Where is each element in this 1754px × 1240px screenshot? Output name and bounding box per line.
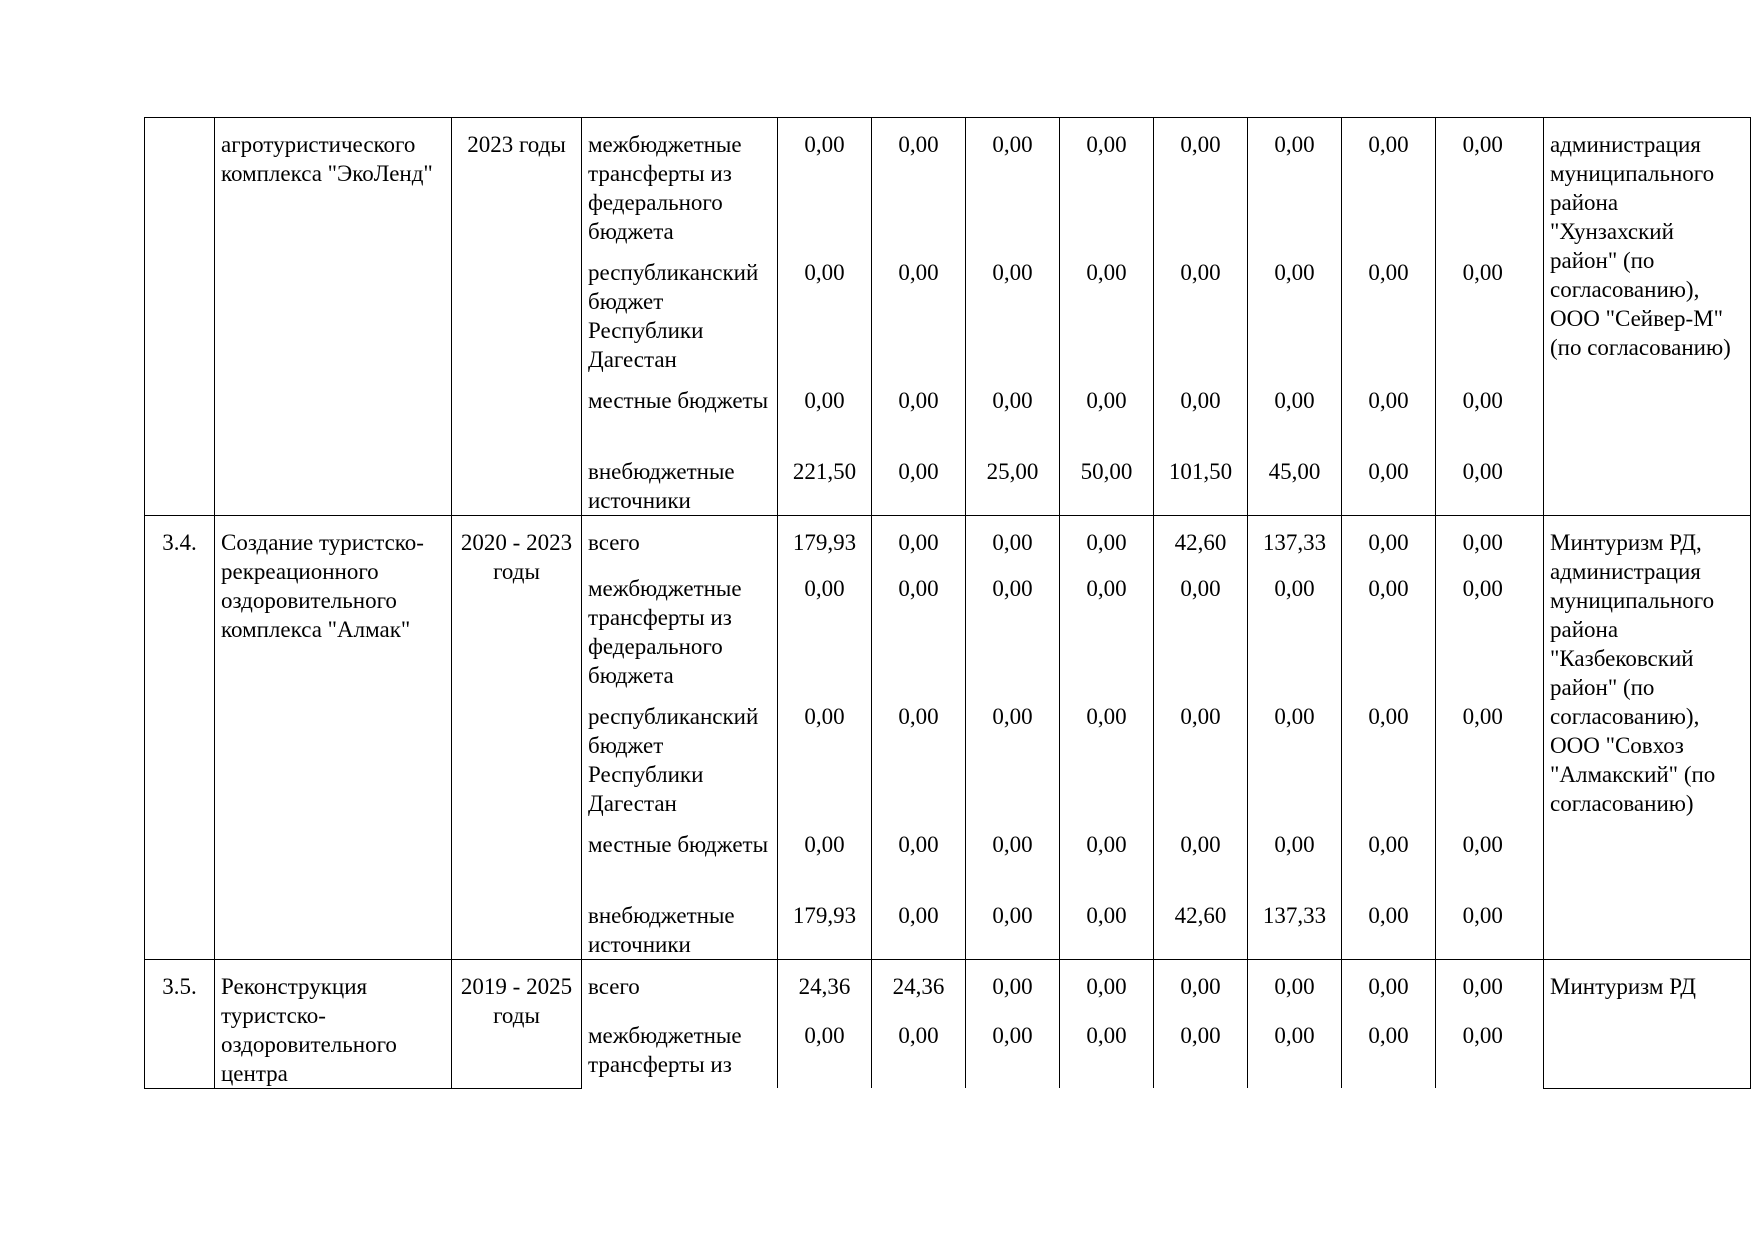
funding-value bbox=[1060, 889, 1154, 960]
funding-value bbox=[778, 516, 872, 562]
funding-value-text: 0,00 bbox=[1368, 973, 1409, 999]
budget-table bbox=[144, 117, 1751, 1089]
funding-value-text: 0,00 bbox=[1086, 260, 1127, 285]
funding-value-text: 25,00 bbox=[986, 459, 1039, 484]
funding-value-text: 0,00 bbox=[898, 388, 939, 413]
funding-value bbox=[1436, 118, 1530, 247]
funding-value-text: 0,00 bbox=[1462, 1022, 1503, 1048]
column-gap bbox=[1530, 889, 1544, 960]
funding-value-text: 0,00 bbox=[1180, 831, 1221, 857]
funding-value-text: 0,00 bbox=[1274, 973, 1315, 999]
implementation-term bbox=[452, 118, 582, 516]
funding-value-text: 0,00 bbox=[1368, 388, 1409, 413]
funding-value bbox=[1154, 1009, 1248, 1088]
funding-value bbox=[1060, 690, 1154, 818]
funding-value-text: 0,00 bbox=[898, 902, 939, 928]
funding-value bbox=[872, 562, 966, 690]
funding-value-text: 0,00 bbox=[1368, 902, 1409, 928]
funding-value-text: 0,00 bbox=[1086, 1022, 1127, 1048]
funding-value-text: 0,00 bbox=[1368, 575, 1409, 601]
funding-value-text: 0,00 bbox=[1274, 132, 1315, 157]
funding-value bbox=[1154, 818, 1248, 889]
funding-value-text: 0,00 bbox=[1086, 132, 1127, 157]
funding-value-text: 0,00 bbox=[898, 831, 939, 857]
funding-value bbox=[1342, 562, 1436, 690]
column-gap bbox=[1530, 690, 1544, 818]
funding-value-text: 42,60 bbox=[1174, 902, 1227, 928]
funding-value-text: 0,00 bbox=[898, 459, 939, 484]
funding-value-text: 24,36 bbox=[892, 973, 945, 999]
funding-value bbox=[1248, 690, 1342, 818]
funding-value-text: 0,00 bbox=[1462, 530, 1503, 555]
column-gap bbox=[1530, 516, 1544, 562]
funding-value bbox=[1154, 445, 1248, 516]
funding-value-text: 0,00 bbox=[992, 388, 1033, 413]
funding-value bbox=[966, 562, 1060, 690]
funding-value-text: 101,50 bbox=[1168, 459, 1233, 484]
funding-value-text: 0,00 bbox=[1086, 703, 1127, 729]
funding-value-text: 0,00 bbox=[992, 530, 1033, 555]
responsible-executor bbox=[1544, 959, 1751, 1088]
funding-value-text: 0,00 bbox=[1274, 703, 1315, 729]
funding-value bbox=[1436, 1009, 1530, 1088]
row-number-text: 3.4. bbox=[162, 530, 197, 555]
funding-value-text: 0,00 bbox=[1368, 703, 1409, 729]
funding-value bbox=[1342, 374, 1436, 445]
funding-source: республиканский бюджет Республики Дагестан bbox=[582, 690, 778, 818]
funding-value bbox=[1060, 959, 1154, 1009]
funding-value-text: 0,00 bbox=[1368, 459, 1409, 484]
funding-value-text: 0,00 bbox=[1462, 388, 1503, 413]
funding-value-text: 0,00 bbox=[898, 1022, 939, 1048]
row-number bbox=[145, 118, 215, 516]
funding-value-text: 0,00 bbox=[898, 575, 939, 601]
column-gap bbox=[1530, 118, 1544, 247]
funding-value bbox=[1248, 374, 1342, 445]
funding-value-text: 42,60 bbox=[1174, 530, 1227, 555]
funding-value bbox=[778, 118, 872, 247]
funding-value bbox=[1342, 1009, 1436, 1088]
funding-value-text: 0,00 bbox=[1368, 260, 1409, 285]
funding-value bbox=[1342, 118, 1436, 247]
funding-value bbox=[872, 445, 966, 516]
funding-value bbox=[872, 374, 966, 445]
funding-value-text: 0,00 bbox=[898, 530, 939, 555]
measure-name bbox=[215, 959, 452, 1088]
funding-value bbox=[966, 818, 1060, 889]
funding-value-text: 0,00 bbox=[992, 1022, 1033, 1048]
funding-value bbox=[966, 445, 1060, 516]
funding-value-text: 0,00 bbox=[1180, 132, 1221, 157]
row-number-text: 3.5. bbox=[162, 973, 197, 999]
row-number bbox=[145, 959, 215, 1088]
funding-value-text: 50,00 bbox=[1080, 459, 1133, 484]
funding-source: межбюджетные трансферты из bbox=[582, 1009, 778, 1088]
funding-value-text: 0,00 bbox=[1086, 575, 1127, 601]
funding-value bbox=[872, 959, 966, 1009]
table-row bbox=[145, 118, 1751, 247]
funding-value bbox=[1436, 445, 1530, 516]
funding-value-text: 0,00 bbox=[1462, 831, 1503, 857]
column-gap bbox=[1530, 445, 1544, 516]
funding-value-text: 0,00 bbox=[898, 132, 939, 157]
funding-value bbox=[1342, 690, 1436, 818]
funding-value-text: 0,00 bbox=[1368, 132, 1409, 157]
funding-value bbox=[778, 889, 872, 960]
funding-value bbox=[1248, 516, 1342, 562]
funding-source: внебюджетные источники bbox=[582, 889, 778, 960]
funding-value bbox=[966, 118, 1060, 247]
funding-value bbox=[872, 818, 966, 889]
funding-value-text: 179,93 bbox=[792, 902, 857, 928]
funding-value bbox=[1154, 562, 1248, 690]
table-row bbox=[145, 516, 1751, 562]
column-gap bbox=[1530, 959, 1544, 1009]
funding-value bbox=[1248, 818, 1342, 889]
funding-value-text: 0,00 bbox=[1462, 973, 1503, 999]
funding-source: всего bbox=[582, 959, 778, 1009]
funding-value-text: 0,00 bbox=[898, 703, 939, 729]
implementation-term-text: 2020 - 2023 годы bbox=[460, 530, 573, 584]
funding-value bbox=[778, 818, 872, 889]
funding-value bbox=[872, 246, 966, 374]
funding-value-text: 0,00 bbox=[1086, 902, 1127, 928]
funding-value-text: 0,00 bbox=[1180, 575, 1221, 601]
funding-value-text: 0,00 bbox=[804, 388, 845, 413]
column-gap bbox=[1530, 374, 1544, 445]
funding-value bbox=[1060, 246, 1154, 374]
funding-value-text: 0,00 bbox=[1274, 831, 1315, 857]
funding-value bbox=[872, 118, 966, 247]
funding-value bbox=[1436, 374, 1530, 445]
funding-value bbox=[1436, 959, 1530, 1009]
funding-value-text: 221,50 bbox=[792, 459, 857, 484]
funding-source: межбюджетные трансферты из федерального бюджета bbox=[582, 118, 778, 247]
funding-value bbox=[1342, 445, 1436, 516]
funding-value-text: 0,00 bbox=[1368, 1022, 1409, 1048]
implementation-term-text: 2019 - 2025 годы bbox=[460, 973, 573, 1028]
funding-value-text: 0,00 bbox=[804, 575, 845, 601]
funding-value bbox=[872, 516, 966, 562]
funding-value bbox=[872, 690, 966, 818]
table-row bbox=[145, 959, 1751, 1009]
funding-value bbox=[1436, 246, 1530, 374]
funding-source: межбюджетные трансферты из федерального бюджета bbox=[582, 562, 778, 690]
funding-value bbox=[966, 889, 1060, 960]
measure-name-text: агротуристического комплекса "ЭкоЛенд" bbox=[221, 132, 433, 186]
funding-value-text: 45,00 bbox=[1268, 459, 1321, 484]
funding-value-text: 137,33 bbox=[1262, 902, 1327, 928]
funding-value bbox=[1248, 118, 1342, 247]
funding-value bbox=[1154, 246, 1248, 374]
funding-value-text: 24,36 bbox=[798, 973, 851, 999]
funding-value-text: 0,00 bbox=[1086, 973, 1127, 999]
funding-value bbox=[1342, 959, 1436, 1009]
funding-value bbox=[778, 562, 872, 690]
funding-value bbox=[1060, 374, 1154, 445]
funding-value bbox=[1154, 959, 1248, 1009]
funding-source: местные бюджеты bbox=[582, 374, 778, 445]
responsible-executor-text: Минтуризм РД, администрация муниципального района "Казбековский район" (по согласованию), ООО "Совхоз "Алмакский" (по согласованию) bbox=[1550, 530, 1716, 816]
funding-value-text: 179,93 bbox=[792, 530, 857, 555]
funding-value bbox=[966, 516, 1060, 562]
funding-value-text: 0,00 bbox=[804, 260, 845, 285]
row-number-text bbox=[145, 118, 214, 130]
funding-value-text: 0,00 bbox=[992, 132, 1033, 157]
funding-value-text: 0,00 bbox=[992, 575, 1033, 601]
budget-table-body bbox=[145, 118, 1751, 1089]
funding-value bbox=[872, 1009, 966, 1088]
funding-source: всего bbox=[582, 516, 778, 562]
funding-value-text: 0,00 bbox=[1274, 575, 1315, 601]
funding-value bbox=[1060, 445, 1154, 516]
funding-value-text: 0,00 bbox=[992, 902, 1033, 928]
column-gap bbox=[1530, 818, 1544, 889]
funding-value-text: 0,00 bbox=[804, 831, 845, 857]
column-gap bbox=[1530, 562, 1544, 690]
funding-value bbox=[1248, 246, 1342, 374]
funding-value-text: 0,00 bbox=[1180, 388, 1221, 413]
funding-value-text: 0,00 bbox=[992, 831, 1033, 857]
implementation-term bbox=[452, 516, 582, 960]
funding-value bbox=[1154, 516, 1248, 562]
funding-value-text: 0,00 bbox=[1462, 575, 1503, 601]
funding-value-text: 0,00 bbox=[1180, 973, 1221, 999]
funding-value bbox=[1154, 690, 1248, 818]
funding-value bbox=[778, 246, 872, 374]
funding-value bbox=[1436, 690, 1530, 818]
funding-value-text: 0,00 bbox=[1086, 831, 1127, 857]
funding-value-text: 0,00 bbox=[804, 1022, 845, 1048]
funding-value-text: 0,00 bbox=[1368, 831, 1409, 857]
funding-value bbox=[966, 959, 1060, 1009]
funding-value-text: 0,00 bbox=[1274, 1022, 1315, 1048]
funding-value bbox=[1248, 445, 1342, 516]
funding-value-text: 0,00 bbox=[992, 703, 1033, 729]
funding-value-text: 137,33 bbox=[1262, 530, 1327, 555]
funding-value-text: 0,00 bbox=[804, 703, 845, 729]
funding-value-text: 0,00 bbox=[1274, 388, 1315, 413]
funding-value-text: 0,00 bbox=[1180, 1022, 1221, 1048]
funding-value-text: 0,00 bbox=[1180, 260, 1221, 285]
funding-value-text: 0,00 bbox=[898, 260, 939, 285]
funding-value-text: 0,00 bbox=[1462, 902, 1503, 928]
responsible-executor-text: администрация муниципального района "Хунзахский район" (по согласованию), ООО "Сейвер-М" (по согласованию) bbox=[1550, 132, 1731, 360]
implementation-term bbox=[452, 959, 582, 1088]
funding-value bbox=[1060, 1009, 1154, 1088]
funding-value-text: 0,00 bbox=[1086, 530, 1127, 555]
funding-value bbox=[1436, 818, 1530, 889]
measure-name-text: Реконструкция туристско-оздоровительного центра bbox=[221, 973, 397, 1086]
column-gap bbox=[1530, 1009, 1544, 1088]
funding-value bbox=[1154, 374, 1248, 445]
funding-source: внебюджетные источники bbox=[582, 445, 778, 516]
funding-value bbox=[966, 1009, 1060, 1088]
funding-value-text: 0,00 bbox=[1086, 388, 1127, 413]
funding-value-text: 0,00 bbox=[1462, 703, 1503, 729]
funding-value bbox=[1060, 818, 1154, 889]
funding-value-text: 0,00 bbox=[804, 132, 845, 157]
funding-value bbox=[1436, 516, 1530, 562]
funding-value bbox=[1248, 959, 1342, 1009]
funding-value bbox=[1436, 562, 1530, 690]
implementation-term-text: 2023 годы bbox=[467, 132, 566, 157]
funding-value-text: 0,00 bbox=[1462, 260, 1503, 285]
funding-value bbox=[1060, 516, 1154, 562]
funding-value-text: 0,00 bbox=[1180, 703, 1221, 729]
funding-value bbox=[1436, 889, 1530, 960]
funding-value bbox=[1154, 889, 1248, 960]
funding-value-text: 0,00 bbox=[1462, 132, 1503, 157]
funding-value bbox=[966, 374, 1060, 445]
funding-value-text: 0,00 bbox=[1274, 260, 1315, 285]
funding-value bbox=[778, 1009, 872, 1088]
funding-value bbox=[1248, 1009, 1342, 1088]
funding-value bbox=[966, 690, 1060, 818]
measure-name bbox=[215, 516, 452, 960]
funding-source: республиканский бюджет Республики Дагестан bbox=[582, 246, 778, 374]
funding-value-text: 0,00 bbox=[992, 260, 1033, 285]
funding-value-text: 0,00 bbox=[1368, 530, 1409, 555]
responsible-executor-text: Минтуризм РД bbox=[1550, 973, 1696, 999]
funding-value bbox=[1342, 818, 1436, 889]
funding-value bbox=[1060, 562, 1154, 690]
funding-value-text: 0,00 bbox=[992, 973, 1033, 999]
column-gap bbox=[1530, 246, 1544, 374]
funding-value bbox=[1060, 118, 1154, 247]
row-number bbox=[145, 516, 215, 960]
funding-value bbox=[778, 959, 872, 1009]
budget-table-page bbox=[144, 117, 1751, 1089]
funding-value bbox=[872, 889, 966, 960]
responsible-executor bbox=[1544, 516, 1751, 960]
responsible-executor bbox=[1544, 118, 1751, 516]
funding-value-text: 0,00 bbox=[1462, 459, 1503, 484]
funding-value bbox=[1248, 889, 1342, 960]
funding-value bbox=[778, 445, 872, 516]
funding-value bbox=[1154, 118, 1248, 247]
funding-value bbox=[966, 246, 1060, 374]
funding-value bbox=[778, 690, 872, 818]
measure-name-text: Создание туристско-рекреационного оздоровительного комплекса "Алмак" bbox=[221, 530, 424, 642]
funding-value bbox=[1342, 516, 1436, 562]
funding-value bbox=[1342, 889, 1436, 960]
measure-name bbox=[215, 118, 452, 516]
funding-value bbox=[1342, 246, 1436, 374]
funding-source: местные бюджеты bbox=[582, 818, 778, 889]
funding-value bbox=[778, 374, 872, 445]
funding-value bbox=[1248, 562, 1342, 690]
